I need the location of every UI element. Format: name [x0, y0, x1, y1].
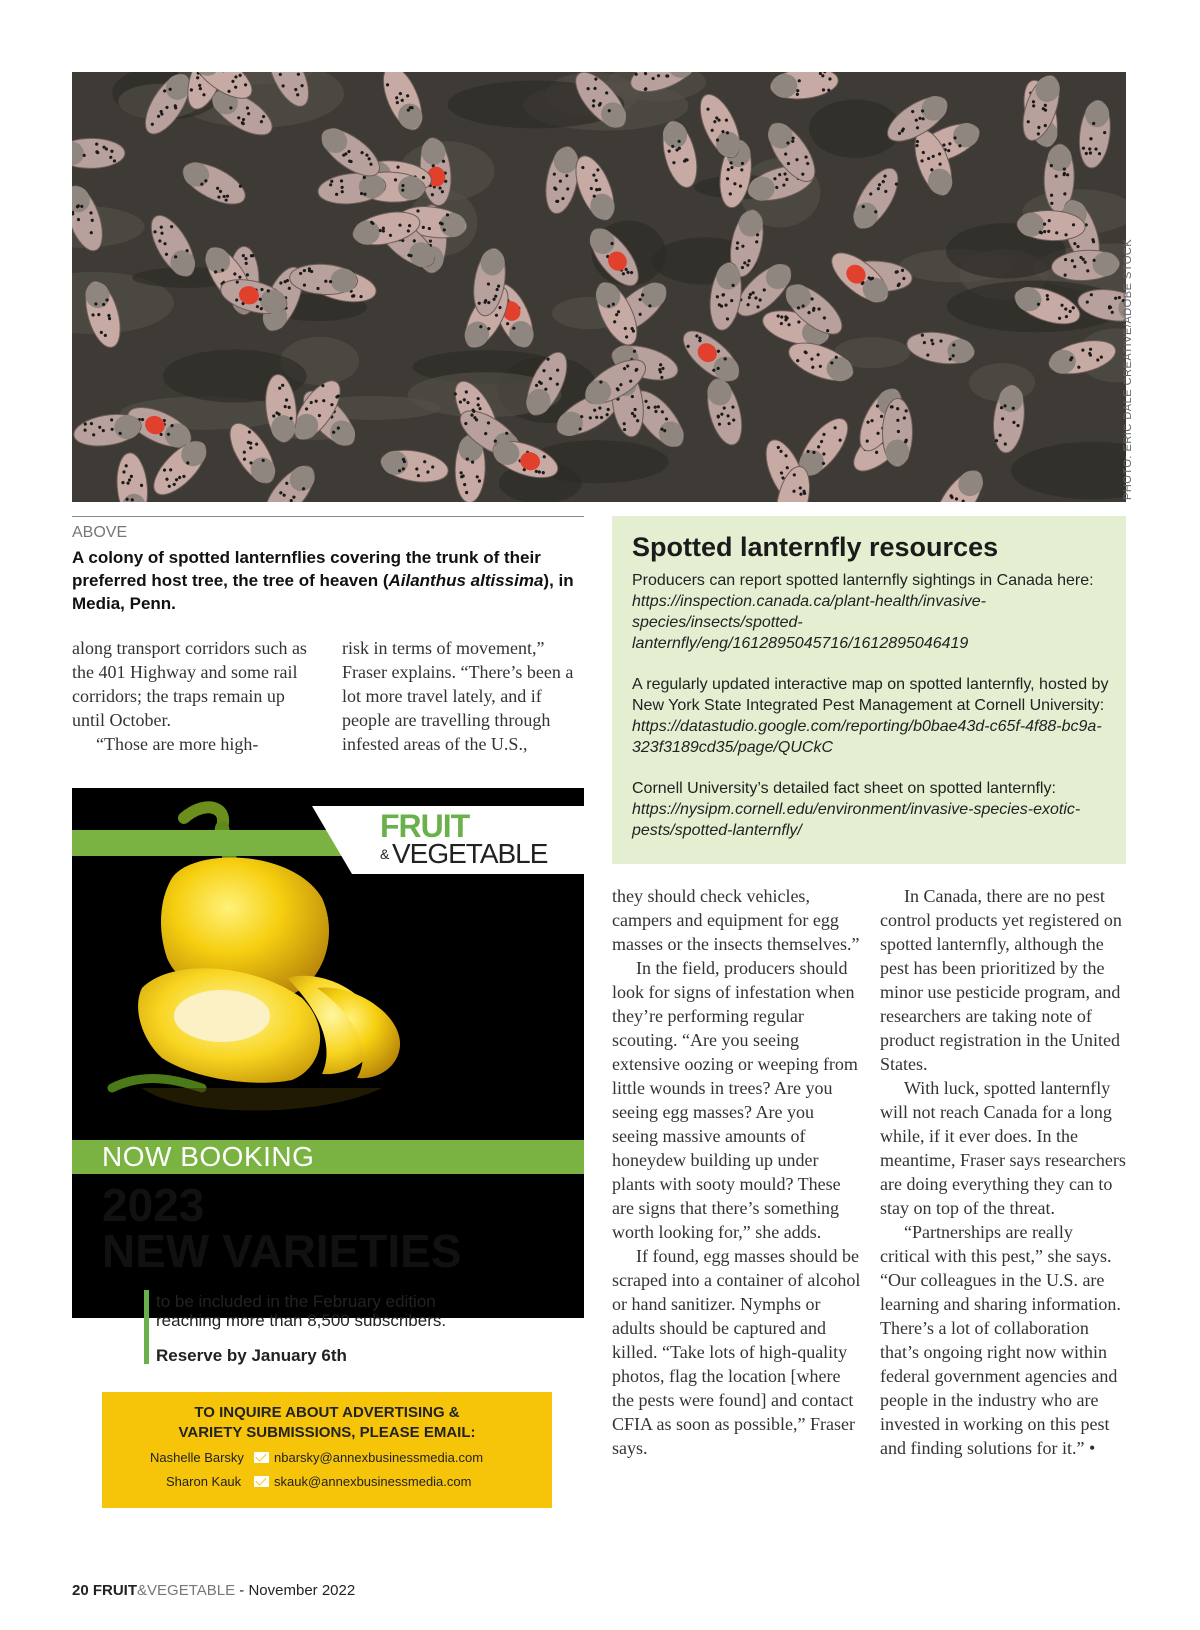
caption-text [72, 546, 588, 615]
footer-issue: - November 2022 [239, 1582, 356, 1599]
caption-divider [72, 516, 584, 517]
resources-title: Spotted lanternfly resources [632, 532, 999, 562]
article-paragraph: “Those are more high- [96, 734, 259, 754]
caption-label: ABOVE [72, 524, 128, 541]
ad-logo-vegetable: VEGETABLE [392, 838, 548, 869]
ad-subtext-line-2: reaching more than 8,500 subscribers. [156, 1311, 447, 1330]
article-paragraph: In the field, producers should look for signs of infestation when they’re performing regular scouting. “Are you seeing extensive oozing or weeping from little wounds in trees? Are you seeing egg masses? Are you seeing massive amounts of honeydew building up under plants with sooty mould? These are signs that there’s something worth looking for,” she adds. [612, 958, 858, 1242]
article-paragraph: they should check vehicles, campers and equipment for egg masses or the insects themselves.” [612, 886, 860, 954]
article-column-4 [880, 884, 1126, 1460]
ad-headline: NEW VARIETIES [102, 1225, 462, 1277]
article-paragraph: “Partnerships are really critical with this pest,” she says. “Our colleagues in the U.S. are learning and sharing information. There’s a lot of collaboration that’s ongoing right now within federal government agencies and people in the industry who are invested in working on this pest and finding solutions for it.” • [880, 1222, 1121, 1458]
resource-text: A regularly updated interactive map on spotted lanternfly, hosted by New York State Integrated Pest Management at Cornell University: [632, 676, 1109, 714]
resource-link[interactable]: https://datastudio.google.com/reporting/b0bae43d-c65f-4f88-bc9a-323f3189cd35/page/QUCkC [632, 718, 1102, 756]
mail-icon [254, 1452, 269, 1463]
contact-name: Sharon Kauk [166, 1474, 242, 1489]
resource-link[interactable]: https://nysipm.cornell.edu/environment/invasive-species-exotic-pests/spotted-lanternfly/ [632, 801, 1081, 839]
footer-brand-rest: &VEGETABLE [137, 1582, 236, 1599]
ad-inquire-line-2: VARIETY SUBMISSIONS, PLEASE EMAIL: [178, 1424, 476, 1441]
article-paragraph: along transport corridors such as the 401 Highway and some rail corridors; the traps remain up until October. [72, 638, 307, 730]
article-column-3 [612, 884, 862, 1460]
article-paragraph: In Canada, there are no pest control products yet registered on spotted lanternfly, although the pest has been prioritized by the minor use pesticide program, and researchers are taking note of product registration in the United States. [880, 886, 1122, 1074]
resource-item [632, 570, 1112, 654]
article-column-2 [342, 636, 588, 756]
article-paragraph: With luck, spotted lanternfly will not reach Canada for a long while, if it ever does. In the meantime, Fraser says researchers are doing everything they can to stay on top of the threat. [880, 1078, 1126, 1218]
mail-icon [254, 1476, 269, 1487]
ad-year: 2023 [102, 1179, 205, 1231]
article-column-1 [72, 636, 322, 756]
page-footer [72, 1582, 355, 1599]
now-booking-label: NOW BOOKING [102, 1141, 315, 1172]
ad-reserve-date: Reserve by January 6th [156, 1346, 347, 1365]
ad-subtext-line-1: to be included in the February edition [156, 1292, 436, 1311]
resource-link[interactable]: https://inspection.canada.ca/plant-health/invasive-species/insects/spotted-lanternfly/eng/1612895045716/1612895046419 [632, 593, 986, 652]
resource-item [632, 674, 1112, 758]
caption-species-name: Ailanthus altissima [388, 571, 544, 590]
ad-logo-fruit: FRUIT [380, 808, 470, 844]
ad-logo-ampersand: & [380, 846, 390, 862]
contact-email[interactable]: nbarsky@annexbusinessmedia.com [274, 1450, 484, 1465]
contact-email[interactable]: skauk@annexbusinessmedia.com [274, 1474, 472, 1489]
article-paragraph: If found, egg masses should be scraped into a container of alcohol or hand sanitizer. Nymphs or adults should be captured and killed. “Take lots of high-quality photos, flag the location [where the pests were found] and contact CFIA as soon as possible,” Fraser says. [612, 1246, 861, 1458]
caption-text-part-1: A colony of spotted lanternflies covering the trunk of their preferred host tree, the tree of heaven ( [72, 548, 541, 590]
resource-text: Cornell University’s detailed fact sheet on spotted lanternfly: [632, 780, 1056, 797]
caption-text-part-2: ), in Media, Penn. [72, 571, 574, 613]
ad-inquire-line-1: TO INQUIRE ABOUT ADVERTISING & [194, 1404, 460, 1421]
ad-accent-bar [144, 1290, 149, 1364]
footer-brand: FRUIT [92, 1582, 138, 1599]
lanternfly-photo-image [72, 72, 1126, 502]
photo-credit: PHOTO: ERIC DALE CREATIVE/ADOBE STOCK [1122, 238, 1134, 500]
resource-item [632, 778, 1112, 841]
page-number: 20 [72, 1582, 89, 1599]
lanternfly-photo [72, 72, 1126, 502]
contact-name: Nashelle Barsky [150, 1450, 244, 1465]
article-paragraph: risk in terms of movement,” Fraser explains. “There’s been a lot more travel lately, and if people are travelling through infested areas of the U.S., [342, 638, 574, 754]
resource-text: Producers can report spotted lanternfly sightings in Canada here: [632, 572, 1094, 589]
